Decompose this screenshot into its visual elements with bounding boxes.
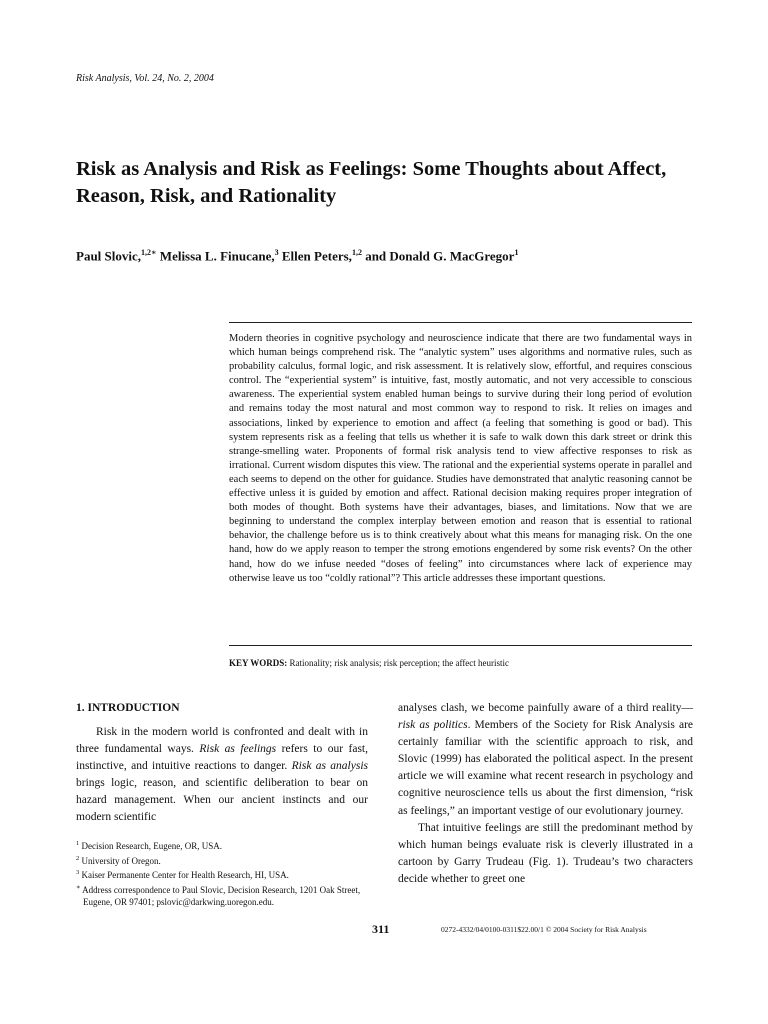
footnote [76,853,376,868]
abstract: Modern theories in cognitive psychology and neuroscience indicate that there are two fundamental ways in which human beings comprehend risk. The “analytic system” uses algorithms and normative rules, such as probability calculus, formal logic, and risk assessment. It is relatively slow, effortful, and requires conscious control. The “experiential system” is intuitive, fast, mostly automatic, and not very accessible to conscious awareness. The experiential system enabled human beings to survive during their long period of evolution and remains today the most natural and most common way to respond to risk. It relies on images and associations, linked by experience to emotion and affect (a feeling that something is good or bad). This system represents risk as a feeling that tells us whether it is safe to walk down this dark street or drink this strange-smelling water. Proponents of formal risk analysis tend to view affective responses to risk as irrational. Current wisdom disputes this view. The rational and the experiential systems operate in parallel and each seems to depend on the other for guidance. Studies have demonstrated that analytic reasoning cannot be effective unless it is guided by emotion and affect. Rational decision making requires proper integration of both modes of thought. Both systems have their advantages, biases, and limitations. Now that we are beginning to understand the complex interplay between emotion and reason that is essential to rational behavior, the challenge before us is to think creatively about what this means for managing risk. On the one hand, how do we apply reason to temper the strong emotions engendered by some risk events? On the other hand, how do we infuse needed “doses of feeling” into circumstances where lack of experience may otherwise leave us too “coldly rational”? This article addresses these important questions. [229,333,692,584]
keywords-label: KEY WORDS: [229,658,288,668]
body-text-run: brings logic, reason, and scientific deliberation to bear on hazard management. When our ancient instincts and our modern scientific [76,777,368,824]
author-affiliation: 3 [274,248,279,257]
right-column [398,700,693,888]
author-affiliation: 1,2∗ [141,248,157,257]
copyright-line: 0272-4332/04/0100-0311$22.00/1 © 2004 Society for Risk Analysis [441,925,647,934]
body-text-run: Risk in the modern world is confronted and dealt with in three fundamental ways. [76,726,368,756]
body-text-run: . Members of the Society for Risk Analysis are certainly familiar with the scientific approach to risk, and Slovic (1999) has elaborated the political aspect. In the present article we will examine what recent research in psychology and cognitive neuroscience tells us about the first dimension, “risk as feelings,” an important vestige of our evolutionary journey. [398,719,693,817]
footnote [76,882,376,909]
left-column [76,700,368,827]
keywords-text: Rationality; risk analysis; risk perception; the affect heuristic [287,658,510,668]
author-list [76,247,696,264]
body-paragraph [398,700,693,820]
footnote-mark: ∗ [76,883,81,891]
keywords [229,658,692,668]
page-number: 311 [372,922,390,936]
body-paragraph [76,724,368,827]
author-name: Ellen Peters, [281,248,352,264]
body-text-run: refers to our fast, instinctive, and intuitive reactions to danger. [76,743,368,773]
author-name: Melissa L. Finucane, [159,248,275,264]
footnote-mark: 3 [76,869,80,876]
abstract-bottom-rule [229,645,692,646]
footnote-text: Address correspondence to Paul Slovic, Decision Research, 1201 Oak Street, Eugene, OR 97401; pslovic@darkwing.uoregon.edu. [80,884,361,907]
author-name: Paul Slovic, [76,248,142,264]
section-heading: 1. INTRODUCTION [76,702,180,714]
footnote [76,867,376,882]
article-title: Risk as Analysis and Risk as Feelings: Some Thoughts about Affect, Reason, Risk, and Rationality [76,158,667,207]
body-text-run: analyses clash, we become painfully aware of a third reality— [398,702,693,714]
body-text-emphasis: Risk as analysis [291,760,368,773]
footnotes [76,838,376,909]
footnote-text: Kaiser Permanente Center for Health Research, HI, USA. [79,870,289,880]
footnote-text: Decision Research, Eugene, OR, USA. [79,841,222,851]
author-affiliation: 1 [514,248,519,257]
body-text-emphasis: risk as politics [398,719,468,732]
footnote-text: University of Oregon. [79,855,161,866]
author-affiliation: 1,2 [351,248,362,257]
body-text-emphasis: Risk as feelings [199,743,277,756]
author-name: and Donald G. MacGregor [365,248,515,264]
body-paragraph: That intuitive feelings are still the predominant method by which human beings evaluate risk is cleverly illustrated in a cartoon by Garry Trudeau (Fig. 1). Trudeau’s two characters decide whether to greet one [398,821,693,885]
footnote-mark: 1 [76,840,80,847]
journal-citation: Risk Analysis, Vol. 24, No. 2, 2004 [76,73,214,84]
footnote [76,838,376,853]
abstract-top-rule [229,322,692,323]
footnote-mark: 2 [76,854,80,862]
